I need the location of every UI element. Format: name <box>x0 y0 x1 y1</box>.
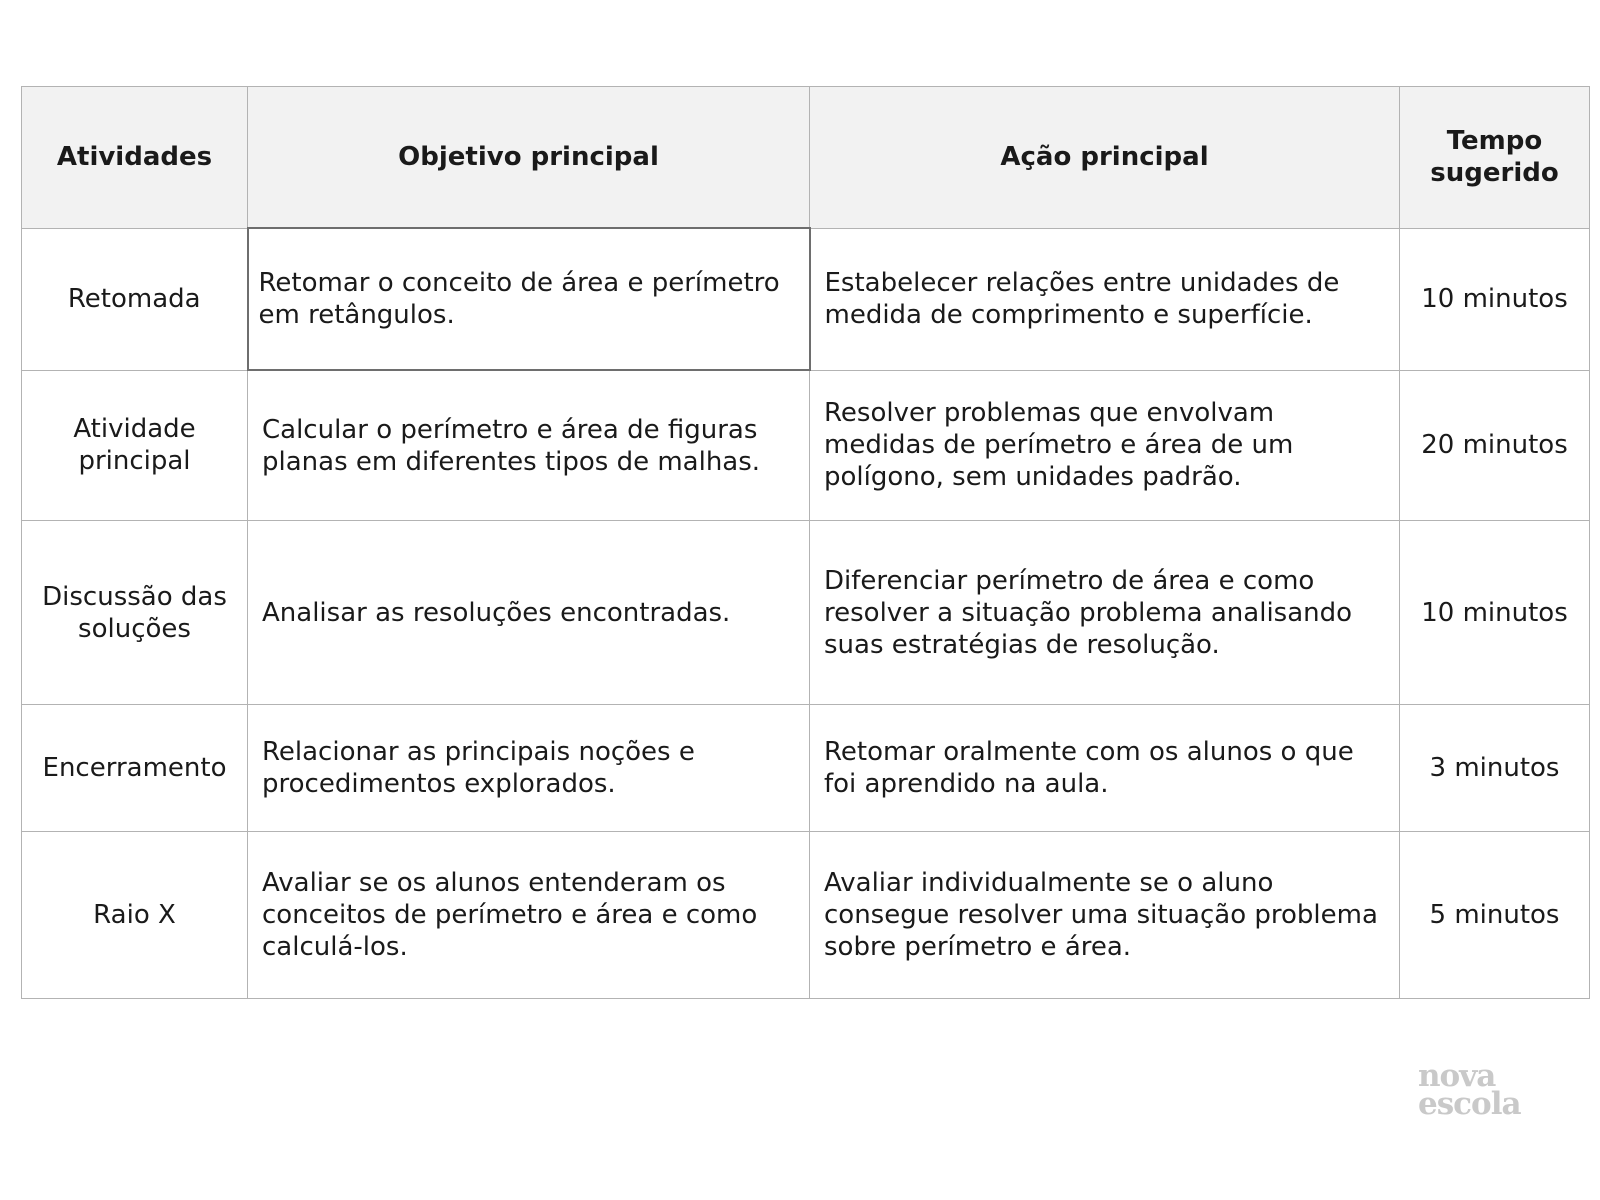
logo-line-1: nova <box>1418 1058 1496 1094</box>
action-cell: Retomar oralmente com os alunos o que foi aprendido na aula. <box>810 705 1400 832</box>
time-cell: 10 minutos <box>1400 521 1590 705</box>
table-row <box>22 832 1590 999</box>
table-row <box>22 705 1590 832</box>
objective-cell: Avaliar se os alunos entenderam os conceitos de perímetro e área e como calculá-los. <box>248 832 810 999</box>
time-cell: 3 minutos <box>1400 705 1590 832</box>
logo-line-2: escola <box>1418 1086 1521 1122</box>
objective-cell: Relacionar as principais noções e procedimentos explorados. <box>248 705 810 832</box>
lesson-plan-table <box>21 86 1590 999</box>
activity-cell: Raio X <box>22 832 248 999</box>
objective-cell: Analisar as resoluções encontradas. <box>248 521 810 705</box>
header-activity: Atividades <box>22 87 248 229</box>
header-objective: Objetivo principal <box>248 87 810 229</box>
time-cell: 10 minutos <box>1400 228 1590 370</box>
header-action: Ação principal <box>810 87 1400 229</box>
time-cell: 20 minutos <box>1400 370 1590 521</box>
activity-cell: Discussão das soluções <box>22 521 248 705</box>
objective-cell: Retomar o conceito de área e perímetro em retângulos. <box>248 228 810 370</box>
action-cell: Diferenciar perímetro de área e como resolver a situação problema analisando suas estratégias de resolução. <box>810 521 1400 705</box>
header-time: Tempo sugerido <box>1400 87 1590 229</box>
header-row <box>22 87 1590 229</box>
table-row <box>22 521 1590 705</box>
table-row <box>22 228 1590 370</box>
action-cell: Avaliar individualmente se o aluno consegue resolver uma situação problema sobre perímetro e área. <box>810 832 1400 999</box>
time-cell: 5 minutos <box>1400 832 1590 999</box>
activity-cell: Encerramento <box>22 705 248 832</box>
activity-cell: Retomada <box>22 228 248 370</box>
action-cell: Estabelecer relações entre unidades de medida de comprimento e superfície. <box>810 228 1400 370</box>
table-row <box>22 370 1590 521</box>
action-cell: Resolver problemas que envolvam medidas de perímetro e área de um polígono, sem unidades padrão. <box>810 370 1400 521</box>
objective-cell: Calcular o perímetro e área de figuras planas em diferentes tipos de malhas. <box>248 370 810 521</box>
activity-cell: Atividade principal <box>22 370 248 521</box>
nova-escola-logo <box>1418 1058 1558 1122</box>
